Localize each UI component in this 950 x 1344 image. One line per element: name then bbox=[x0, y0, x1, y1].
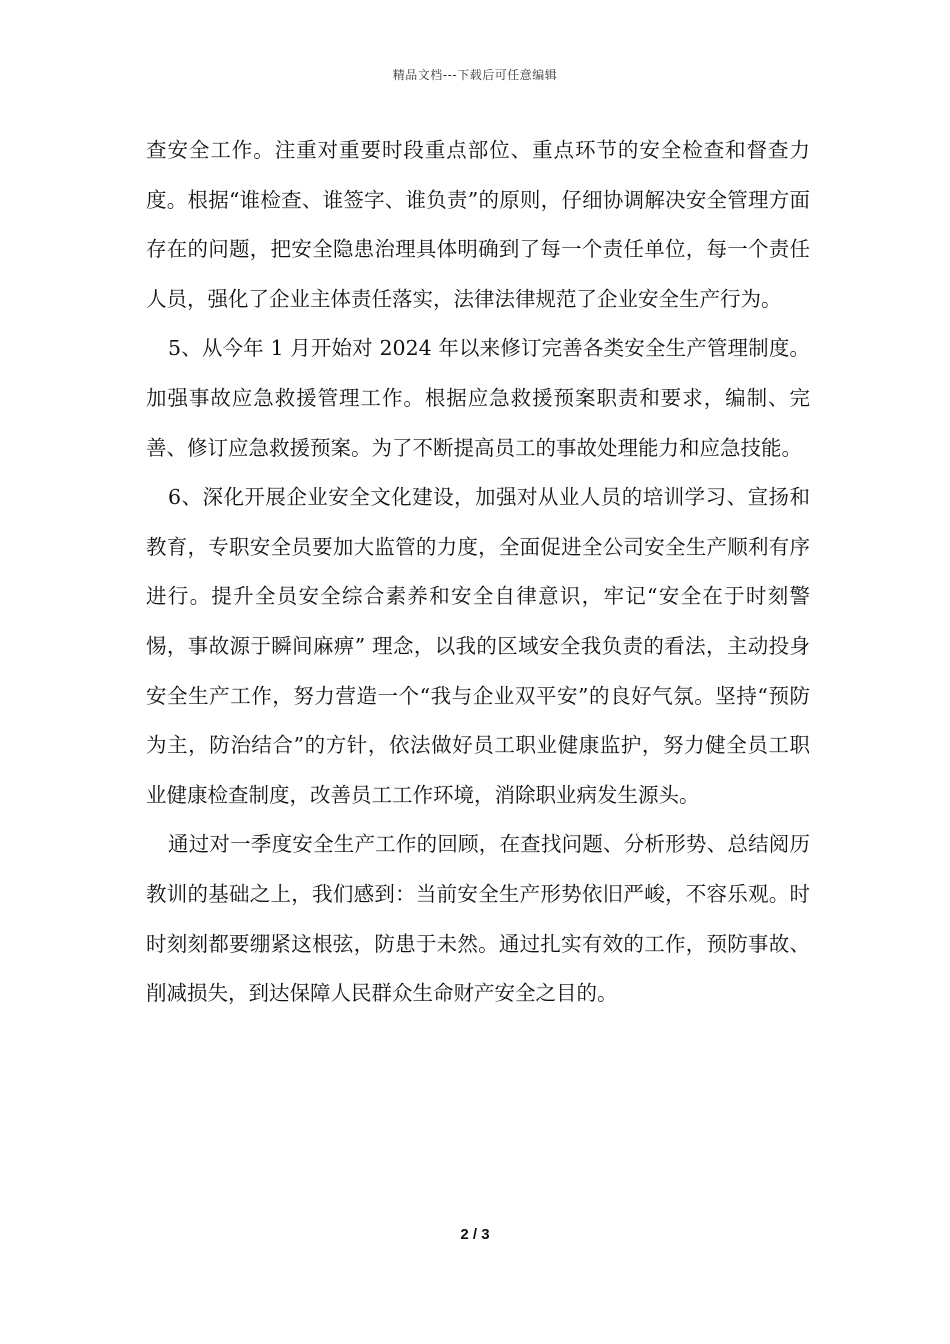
paragraph-item-6: 6、深化开展企业安全文化建设，加强对从业人员的培训学习、宣扬和教育，专职安全员要加大监管的力度，全面促进全公司安全生产顺利有序进行。提升全员安全综合素养和安全自律意识，牢记“安全在于时刻警惕，事故源于瞬间麻痹” 理念，以我的区域安全我负责的看法，主动投身安全生产工作，努力营造一个“我与企业双平安”的良好气氛。坚持“预防为主，防治结合”的方针，依法做好员工职业健康监护，努力健全员工职业健康检查制度，改善员工工作环境，消除职业病发生源头。 bbox=[146, 485, 810, 807]
paragraph-conclusion: 通过对一季度安全生产工作的回顾，在查找问题、分析形势、总结阅历教训的基础之上，我们感到：当前安全生产形势依旧严峻，不容乐观。时时刻刻都要绷紧这根弦，防患于未然。通过扎实有效的工作，预防事故、削减损失，到达保障人民群众生命财产安全之目的。 bbox=[146, 832, 810, 1006]
page-header: 精品文档---下载后可任意编辑 bbox=[392, 68, 558, 82]
document-body bbox=[146, 126, 810, 1019]
paragraph-continuation: 查安全工作。注重对重要时段重点部位、重点环节的安全检查和督查力度。根据“谁检查、谁签字、谁负责”的原则，仔细协调解决安全管理方面存在的问题，把安全隐患治理具体明确到了每一个责任单位，每一个责任人员，强化了企业主体责任落实，法律法律规范了企业安全生产行为。 bbox=[146, 138, 810, 311]
paragraph-item-5: 5、从今年 1 月开始对 2024 年以来修订完善各类安全生产管理制度。加强事故应急救援管理工作。根据应急救援预案职责和要求，编制、完善、修订应急救援预案。为了不断提高员工的事故处理能力和应急技能。 bbox=[146, 336, 810, 460]
page-number: 2 / 3 bbox=[460, 1226, 490, 1243]
